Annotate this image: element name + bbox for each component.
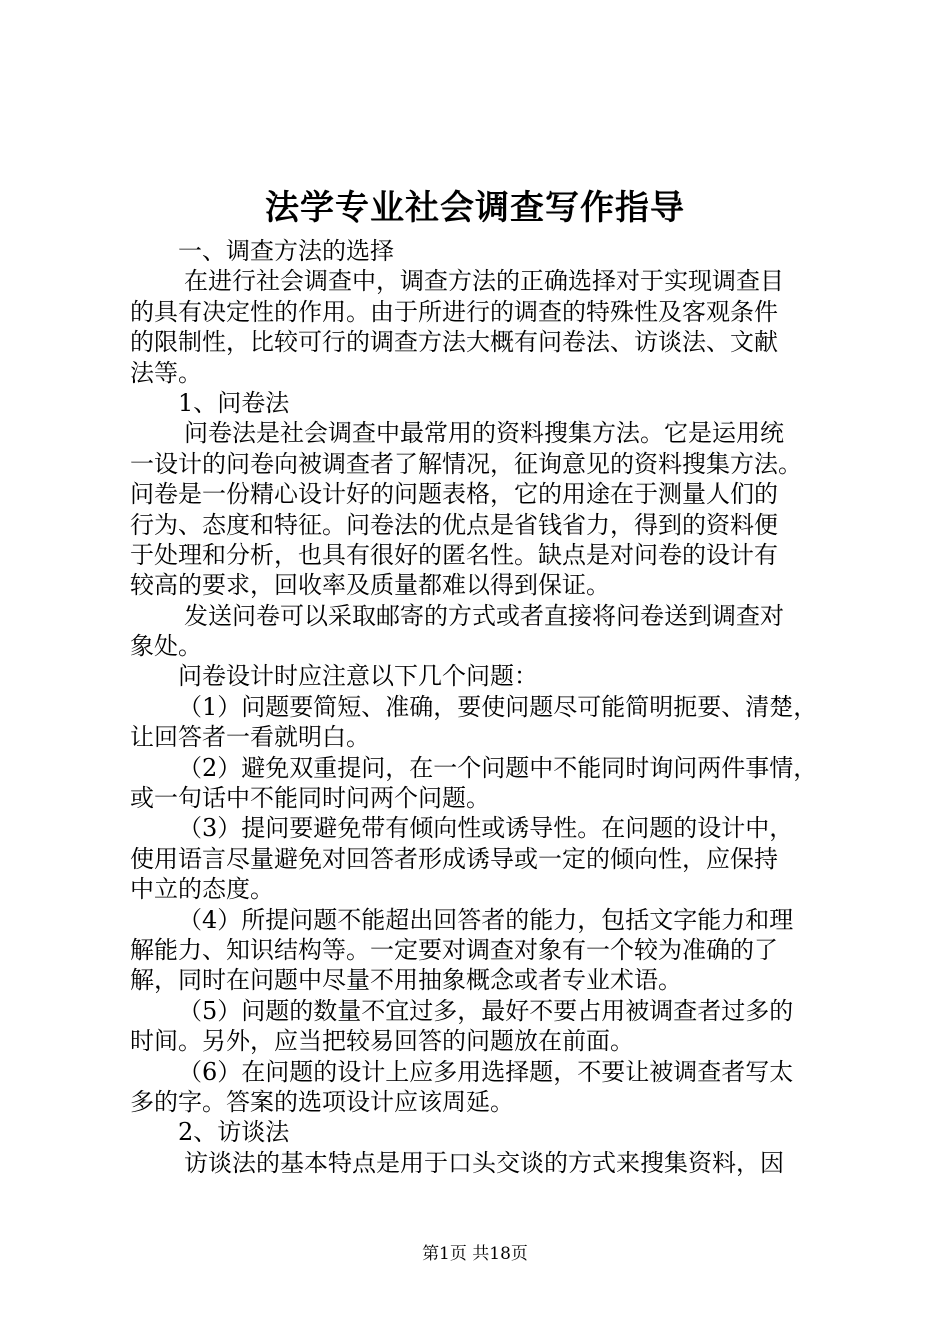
text-line: 访谈法的基本特点是用于口头交谈的方式来搜集资料，因 [184,1148,784,1177]
text-line: 中立的态度。 [130,875,274,904]
text-line: 于处理和分析，也具有很好的匿名性。缺点是对问卷的设计有 [130,540,778,569]
text-line: （3）提问要避免带有倾向性或诱导性。在问题的设计中， [178,814,794,843]
text-line: （6）在问题的设计上应多用选择题，不要让被调查者写太 [178,1057,794,1086]
text-line: 或一句话中不能同时问两个问题。 [130,784,490,813]
text-line: 问卷法是社会调查中最常用的资料搜集方法。它是运用统 [184,419,784,448]
text-line: 法等。 [130,358,202,387]
document-body [130,236,850,1178]
text-line: 的限制性，比较可行的调查方法大概有问卷法、访谈法、文献 [130,328,778,357]
text-line: 1、问卷法 [178,388,290,417]
text-line: 发送问卷可以采取邮寄的方式或者直接将问卷送到调查对 [184,601,784,630]
text-line: 行为、态度和特征。问卷法的优点是省钱省力，得到的资料便 [130,510,778,539]
text-line: 较高的要求，回收率及质量都难以得到保证。 [130,571,610,600]
text-line: 问卷设计时应注意以下几个问题： [178,662,538,691]
text-line: （2）避免双重提问，在一个问题中不能同时询问两件事情， [178,753,818,782]
text-line: 解能力、知识结构等。一定要对调查对象有一个较为准确的了 [130,935,778,964]
text-line: 使用语言尽量避免对回答者形成诱导或一定的倾向性，应保持 [130,844,778,873]
text-line: 时间。另外，应当把较易回答的问题放在前面。 [130,1027,634,1056]
text-line: 解，同时在问题中尽量不用抽象概念或者专业术语。 [130,966,682,995]
text-line: （5）问题的数量不宜过多，最好不要占用被调查者过多的 [178,996,794,1025]
text-line: 多的字。答案的选项设计应该周延。 [130,1087,514,1116]
text-line: 的具有决定性的作用。由于所进行的调查的特殊性及客观条件 [130,297,778,326]
text-line: 在进行社会调查中，调查方法的正确选择对于实现调查目 [184,267,784,296]
text-line: 一、调查方法的选择 [178,237,394,265]
text-line: 象处。 [130,632,202,661]
text-line: （1）问题要简短、准确，要使问题尽可能简明扼要、清楚， [178,692,818,721]
text-line: 问卷是一份精心设计好的问题表格，它的用途在于测量人们的 [130,480,778,509]
text-line: 2、访谈法 [178,1118,290,1147]
text-line: （4）所提问题不能超出回答者的能力，包括文字能力和理 [178,905,794,934]
text-line: 让回答者一看就明白。 [130,723,370,752]
page-footer: 第1页 共18页 [422,1244,528,1264]
document-title: 法学专业社会调查写作指导 [265,188,685,228]
text-line: 一设计的问卷向被调查者了解情况，征询意见的资料搜集方法。 [130,449,802,478]
